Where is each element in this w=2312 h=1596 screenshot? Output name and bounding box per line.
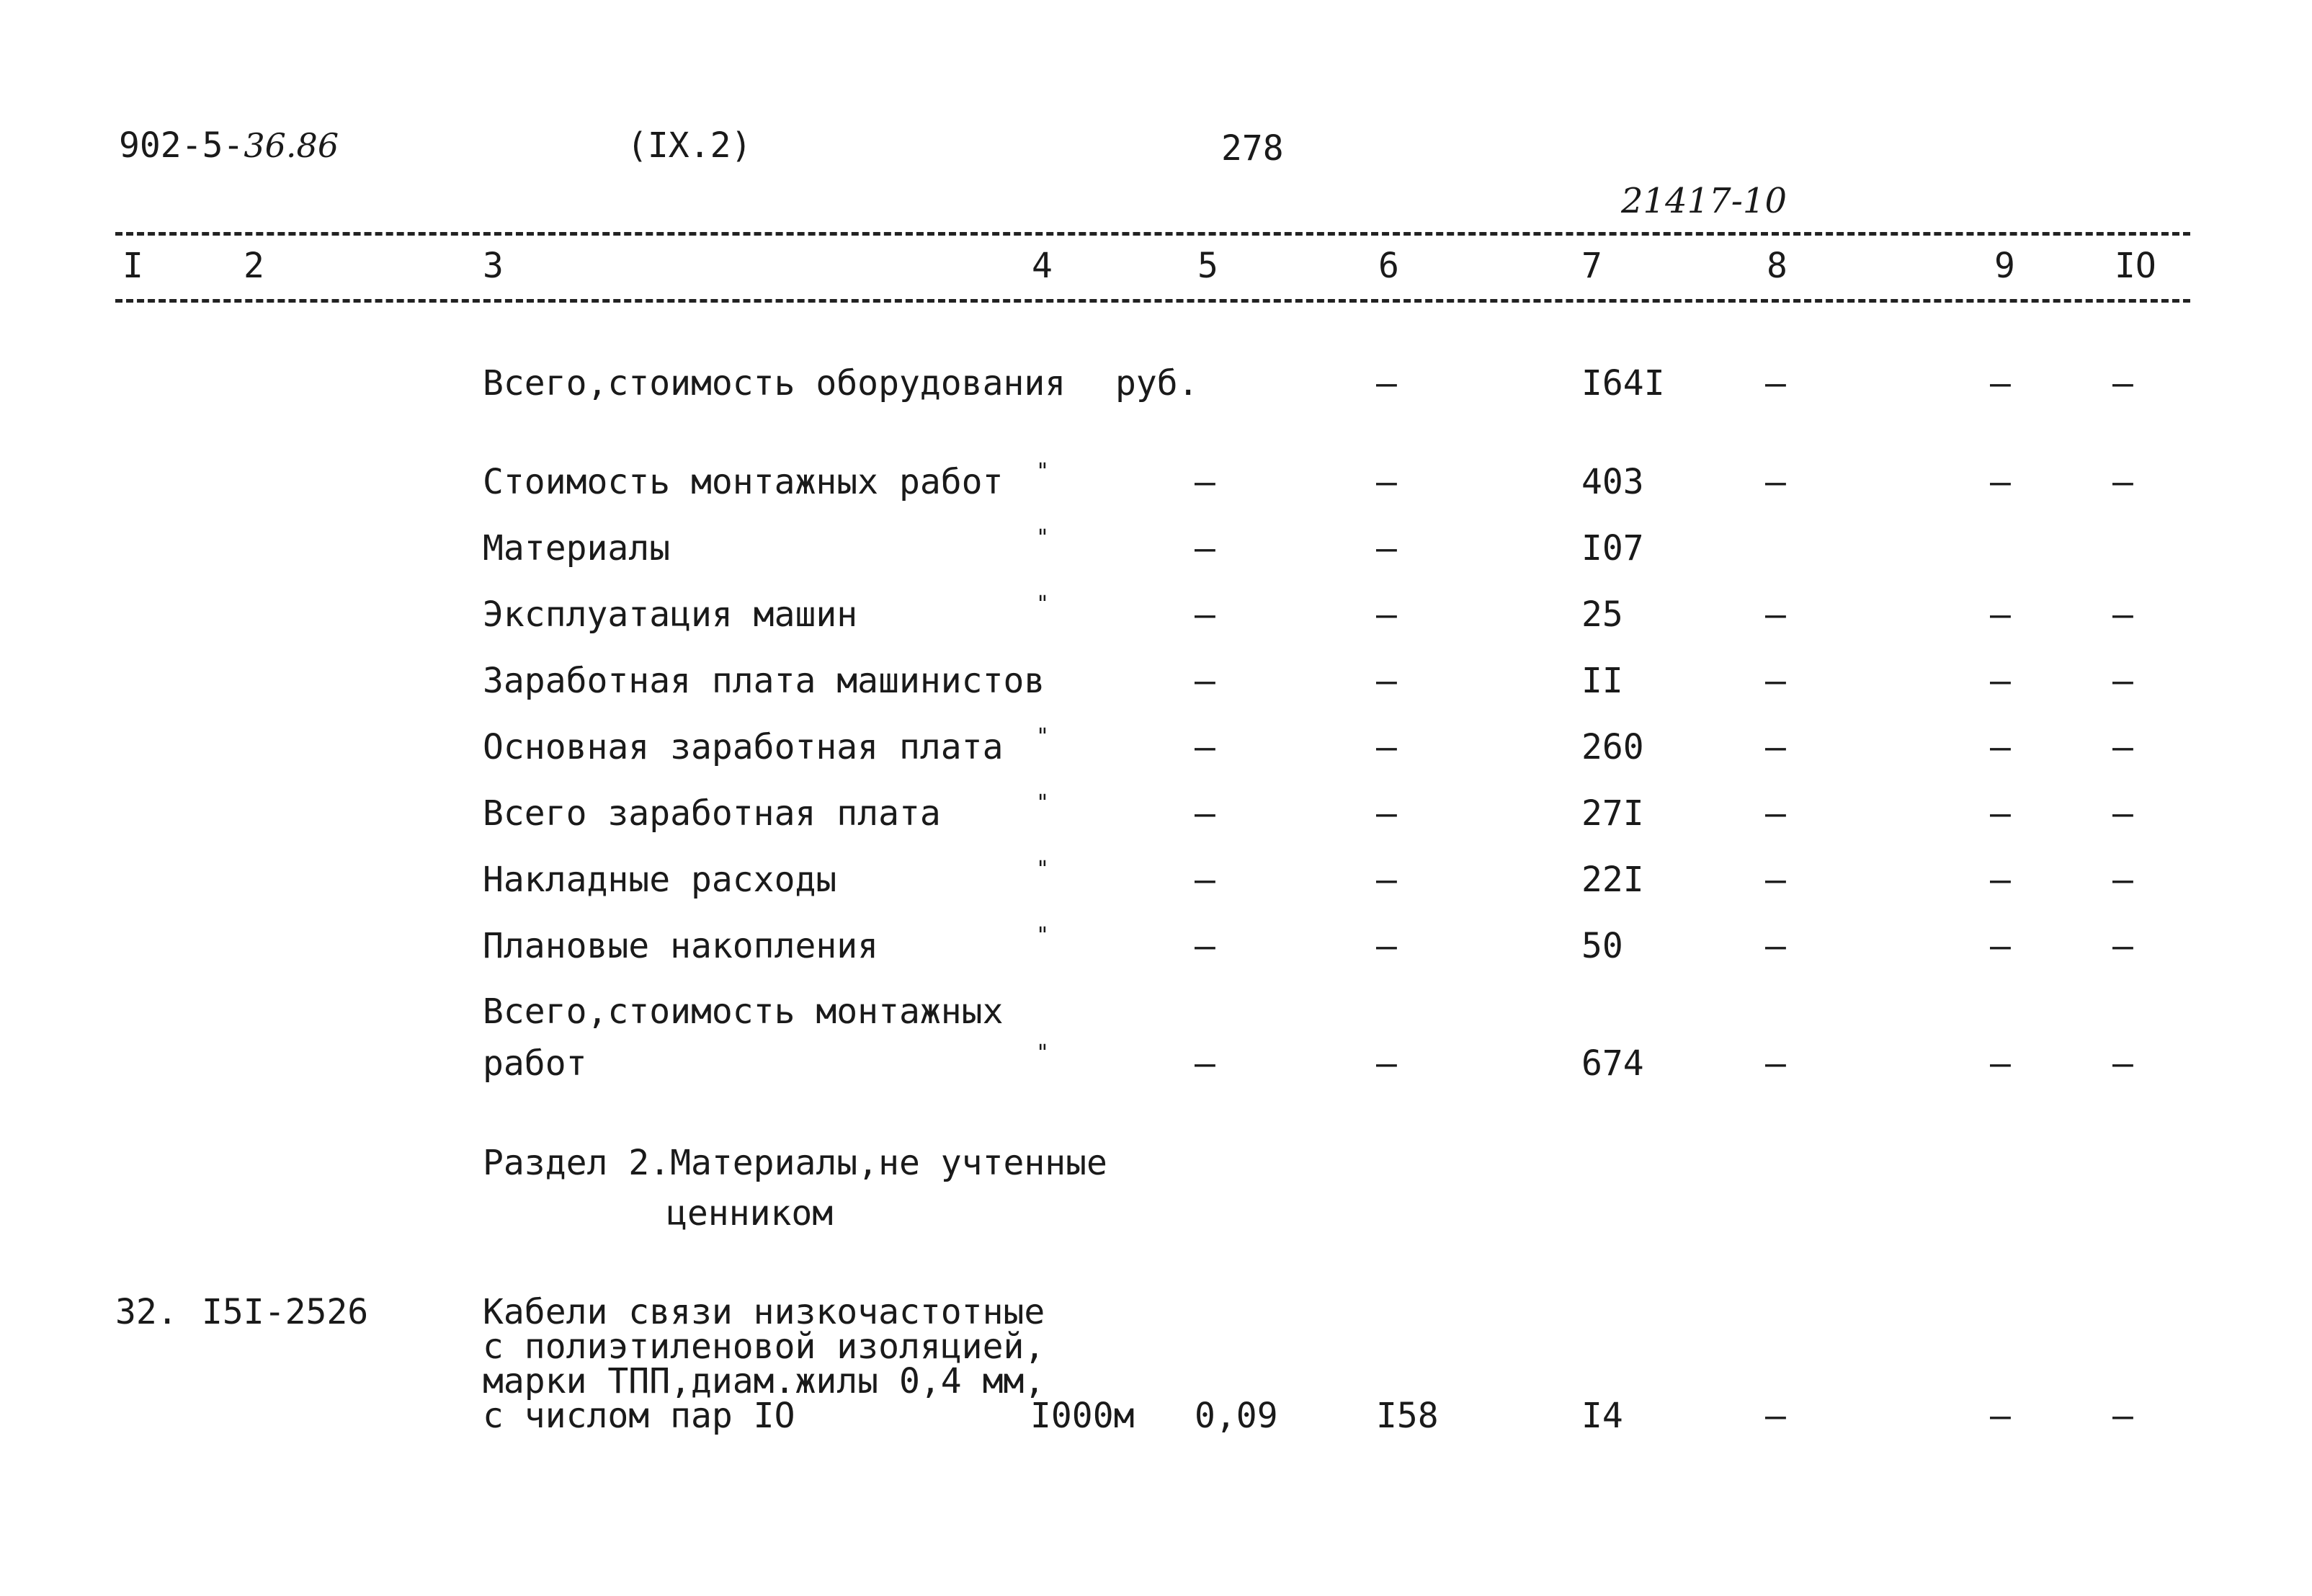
col9-value: – bbox=[1990, 860, 2011, 900]
col5-value: – bbox=[1195, 661, 1215, 701]
col7-value: 260 bbox=[1581, 727, 1644, 767]
row-label: Эксплуатация машин bbox=[483, 594, 858, 635]
col8-value: – bbox=[1765, 462, 1786, 502]
col5-value: – bbox=[1195, 462, 1215, 502]
row-unit-ditto: " bbox=[1036, 923, 1050, 948]
section-heading-line1: Раздел 2.Материалы,не учтенные bbox=[483, 1143, 1107, 1183]
col9-value: – bbox=[1990, 363, 2011, 404]
col5-value: – bbox=[1195, 727, 1215, 767]
col6-value: – bbox=[1376, 793, 1397, 834]
col8-value: – bbox=[1765, 661, 1786, 701]
section-heading-line2: ценником bbox=[666, 1193, 834, 1234]
col8-value: – bbox=[1765, 1043, 1786, 1084]
row-label: Плановые накопления bbox=[483, 926, 879, 966]
col7-value: I07 bbox=[1581, 528, 1644, 569]
col8-value: – bbox=[1765, 363, 1786, 404]
col6-value: – bbox=[1376, 462, 1397, 502]
col6-value: – bbox=[1376, 1043, 1397, 1084]
col7-value: 50 bbox=[1581, 926, 1623, 966]
col10-value: – bbox=[2112, 1043, 2133, 1084]
item-desc-line2: с полиэтиленовой изоляцией, bbox=[483, 1327, 1045, 1367]
col6-value: – bbox=[1376, 363, 1397, 404]
col10-value: – bbox=[2112, 363, 2133, 404]
item-desc-line1: Кабели связи низкочастотные bbox=[483, 1292, 1045, 1332]
col7-value: 25 bbox=[1581, 594, 1623, 635]
col10-value: – bbox=[2112, 462, 2133, 502]
col9-value: – bbox=[1990, 727, 2011, 767]
col5-value: – bbox=[1195, 1043, 1215, 1084]
column-header-10: IO bbox=[2115, 246, 2156, 286]
col6-value: I58 bbox=[1376, 1396, 1439, 1436]
col7-value: II bbox=[1581, 661, 1623, 701]
row-unit-ditto: " bbox=[1036, 525, 1050, 550]
col9-value: – bbox=[1990, 661, 2011, 701]
row-label: Всего заработная плата bbox=[483, 793, 941, 834]
row-unit-ditto: " bbox=[1036, 790, 1050, 816]
row-unit-ditto: " bbox=[1036, 857, 1050, 882]
col5-value: – bbox=[1195, 926, 1215, 966]
document-code-handwritten: 36.86 bbox=[244, 126, 339, 165]
column-header-3: 3 bbox=[483, 246, 504, 286]
section-number: (IX.2) bbox=[627, 125, 752, 166]
col7-value: I4 bbox=[1581, 1396, 1623, 1436]
column-header-5: 5 bbox=[1197, 246, 1218, 286]
col5-value: – bbox=[1195, 793, 1215, 834]
item-unit: I000м bbox=[1030, 1396, 1135, 1436]
col6-value: – bbox=[1376, 594, 1397, 635]
col10-value: – bbox=[2112, 727, 2133, 767]
col9-value: – bbox=[1990, 926, 2011, 966]
col6-value: – bbox=[1376, 727, 1397, 767]
col9-value: – bbox=[1990, 1043, 2011, 1084]
col5-value: – bbox=[1195, 528, 1215, 569]
col7-value: 27I bbox=[1581, 793, 1644, 834]
col5-value: – bbox=[1195, 594, 1215, 635]
row-label: Основная заработная плата bbox=[483, 727, 1004, 767]
header-rule-top bbox=[115, 232, 2190, 236]
row-unit: руб. bbox=[1115, 363, 1199, 404]
col8-value: – bbox=[1765, 594, 1786, 635]
document-code-printed: 902-5- bbox=[119, 125, 244, 166]
col6-value: – bbox=[1376, 926, 1397, 966]
row-unit-ditto: " bbox=[1036, 724, 1050, 749]
col5-value: – bbox=[1195, 860, 1215, 900]
row-unit-ditto: " bbox=[1036, 592, 1050, 617]
row-unit-ditto: " bbox=[1036, 459, 1050, 484]
col7-value: I64I bbox=[1581, 363, 1665, 404]
col10-value: – bbox=[2112, 594, 2133, 635]
row-label: Накладные расходы bbox=[483, 860, 837, 900]
col6-value: – bbox=[1376, 661, 1397, 701]
column-header-6: 6 bbox=[1378, 246, 1399, 286]
document-code bbox=[119, 125, 339, 166]
col9-value: – bbox=[1990, 1396, 2011, 1436]
col7-value: 403 bbox=[1581, 462, 1644, 502]
col6-value: – bbox=[1376, 528, 1397, 569]
item-code: I5I-2526 bbox=[202, 1292, 369, 1332]
item-desc-line4: с числом пар IO bbox=[483, 1396, 795, 1436]
col6-value: – bbox=[1376, 860, 1397, 900]
col8-value: – bbox=[1765, 1396, 1786, 1436]
item-desc-line3: марки ТПП,диам.жилы 0,4 мм, bbox=[483, 1361, 1045, 1401]
row-label: Заработная плата машинистов bbox=[483, 661, 1045, 701]
column-header-1: I bbox=[122, 246, 143, 286]
row-label: Стоимость монтажных работ bbox=[483, 462, 1004, 502]
col10-value: – bbox=[2112, 661, 2133, 701]
item-number: 32. bbox=[115, 1292, 178, 1332]
col5-value: 0,09 bbox=[1195, 1396, 1278, 1436]
col9-value: – bbox=[1990, 793, 2011, 834]
col7-value: 22I bbox=[1581, 860, 1644, 900]
col8-value: – bbox=[1765, 727, 1786, 767]
col8-value: – bbox=[1765, 926, 1786, 966]
page-number: 278 bbox=[1221, 128, 1284, 169]
row-label-line1: Всего,стоимость монтажных bbox=[483, 991, 1004, 1032]
col10-value: – bbox=[2112, 860, 2133, 900]
row-label: Материалы bbox=[483, 528, 671, 569]
col8-value: – bbox=[1765, 860, 1786, 900]
column-header-7: 7 bbox=[1581, 246, 1602, 286]
row-unit-ditto: " bbox=[1036, 1040, 1050, 1066]
col8-value: – bbox=[1765, 793, 1786, 834]
col10-value: – bbox=[2112, 793, 2133, 834]
col10-value: – bbox=[2112, 1396, 2133, 1436]
column-header-4: 4 bbox=[1032, 246, 1053, 286]
col7-value: 674 bbox=[1581, 1043, 1644, 1084]
column-header-9: 9 bbox=[1994, 246, 2015, 286]
handwritten-stamp: 21417-10 bbox=[1621, 181, 1787, 221]
col9-value: – bbox=[1990, 594, 2011, 635]
header-rule-bottom bbox=[115, 299, 2190, 303]
row-label-line2: работ bbox=[483, 1043, 587, 1084]
column-header-2: 2 bbox=[244, 246, 264, 286]
row-label: Всего,стоимость оборудования bbox=[483, 363, 1066, 404]
column-header-8: 8 bbox=[1767, 246, 1787, 286]
col10-value: – bbox=[2112, 926, 2133, 966]
col9-value: – bbox=[1990, 462, 2011, 502]
